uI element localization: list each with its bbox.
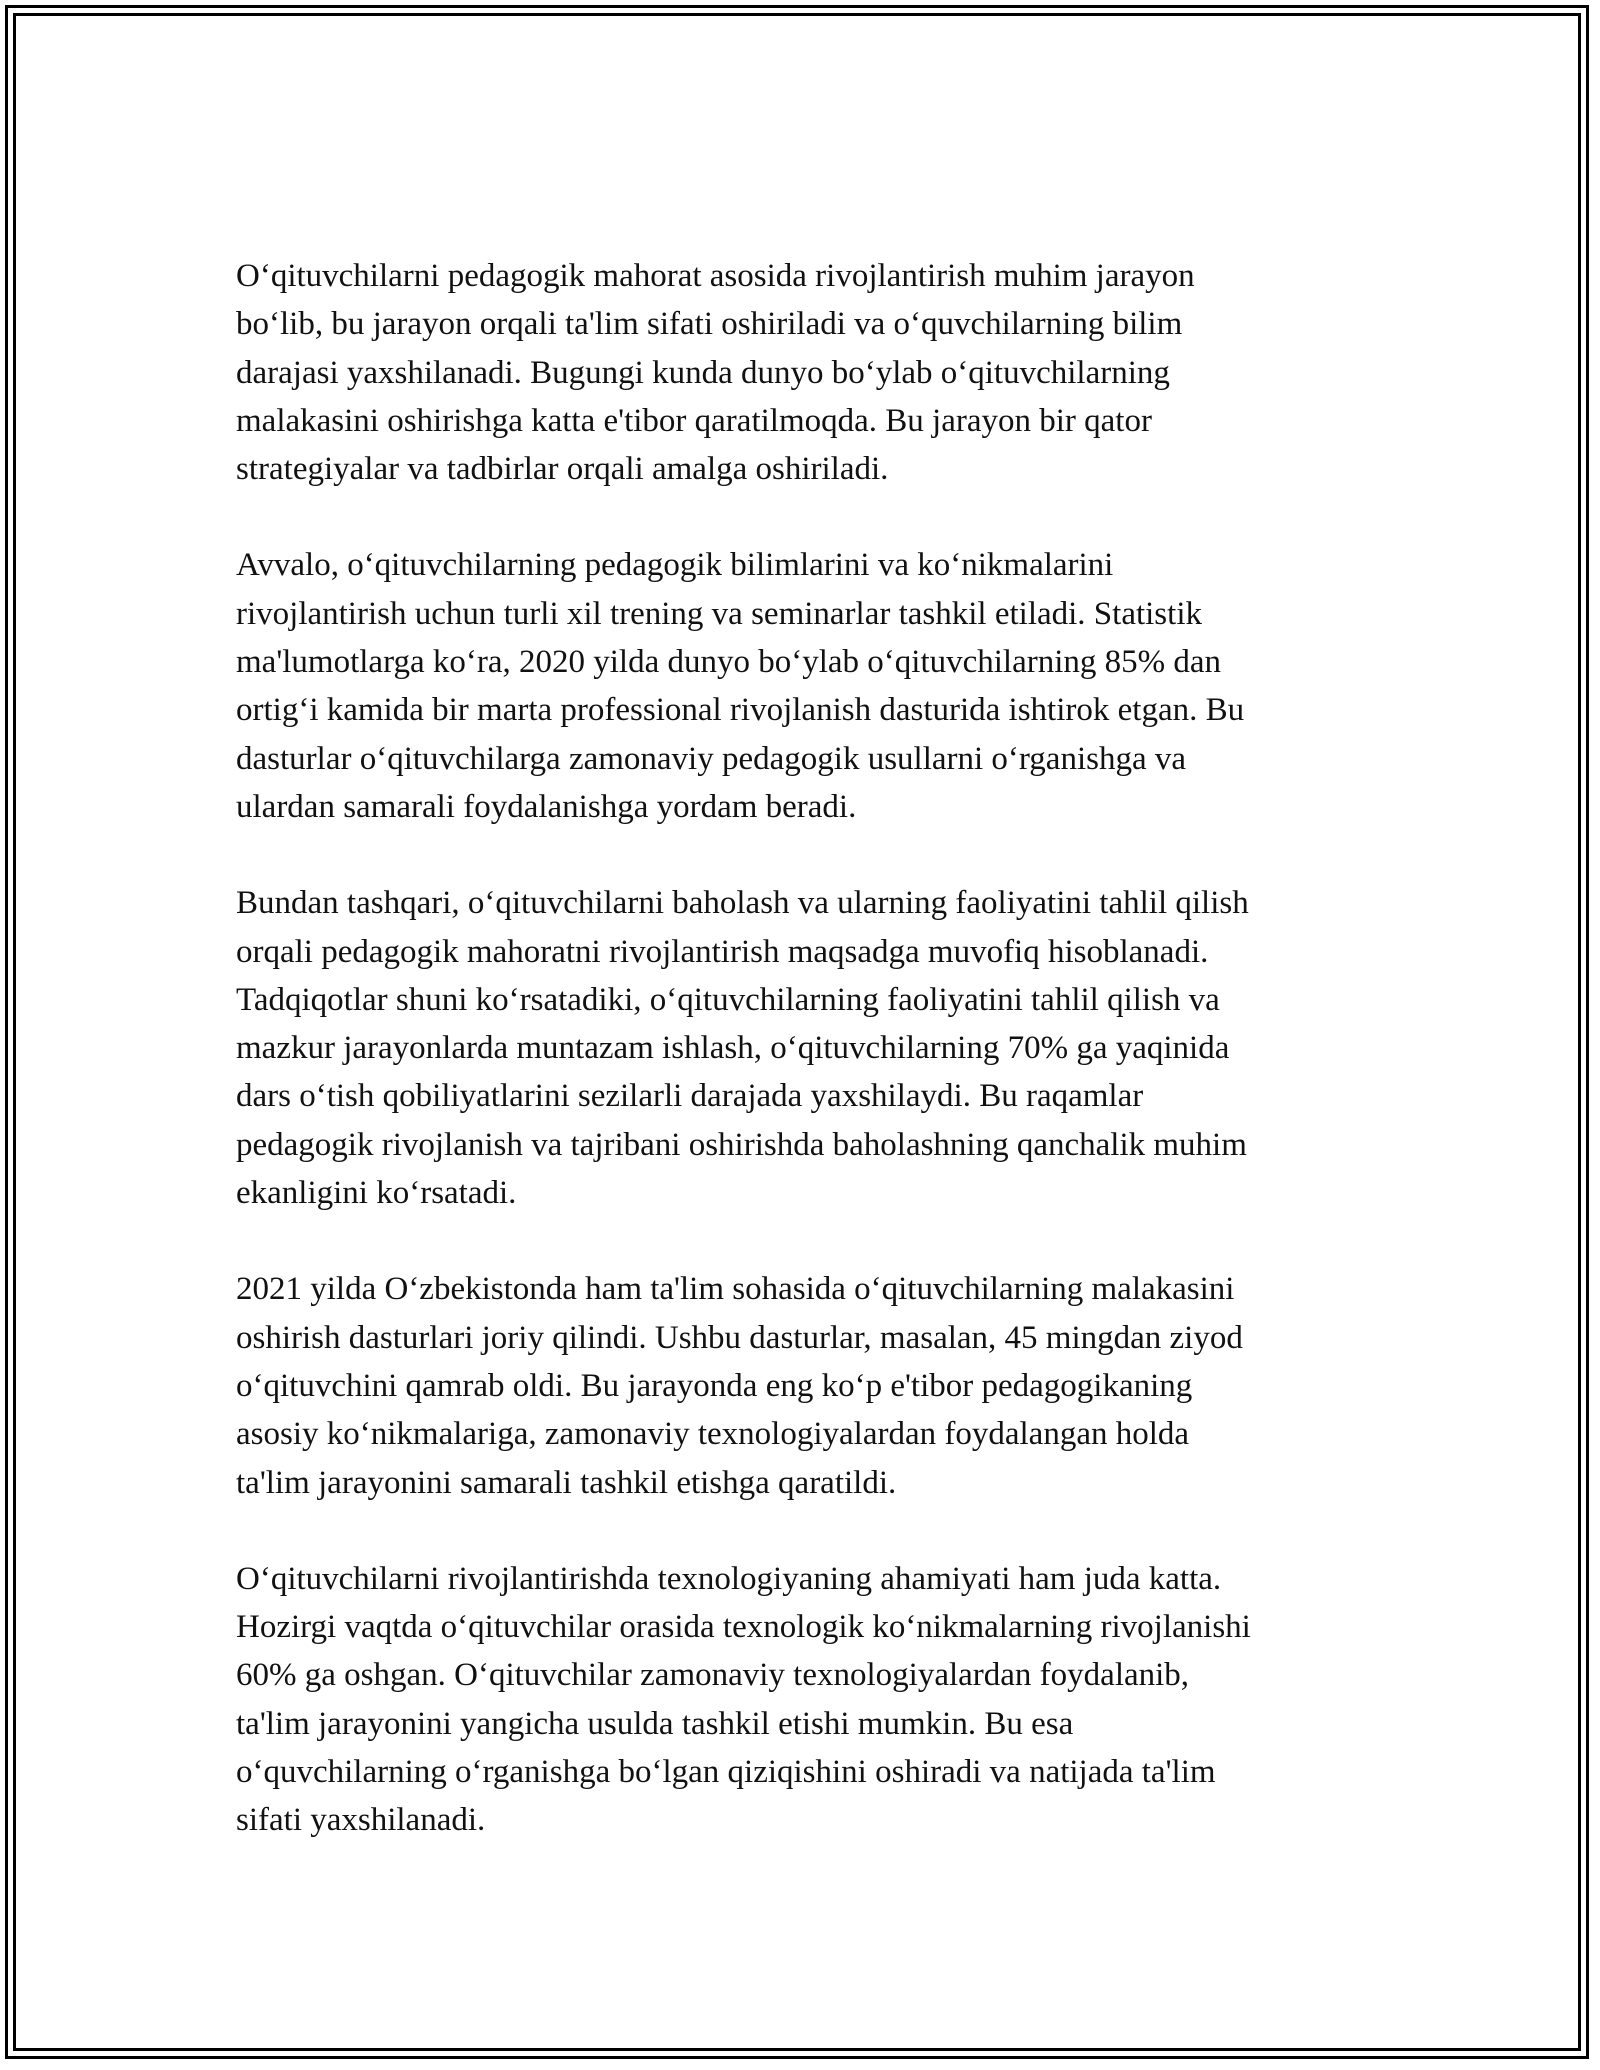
paragraph-1: Oʻqituvchilarni pedagogik mahorat asosida rivojlantirish muhim jarayon boʻlib, bu jarayon orqali ta'lim sifati oshiriladi va oʻquvchilarning bilim darajasi yaxshilanadi. Bugungi kunda dunyo boʻylab oʻqituvchilarning malakasini oshirishga katta e'tibor qaratilmoqda. Bu jarayon bir qator strategiyalar va tadbirlar orqali amalga oshiriladi. xyxy=(236,258,1195,488)
paragraph-3: Bundan tashqari, oʻqituvchilarni baholash va ularning faoliyatini tahlil qilish orqali pedagogik mahoratni rivojlantirish maqsadga muvofiq hisoblanadi. Tadqiqotlar shuni koʻrsatadiki, oʻqituvchilarning faoliyatini tahlil qilish va mazkur jarayonlarda muntazam ishlash, oʻqituvchilarning 70% ga yaqinida dars oʻtish qobiliyatlarini sezilarli darajada yaxshilaydi. Bu raqamlar pedagogik rivojlanish va tajribani oshirishda baholashning qanchalik muhim ekanligini koʻrsatadi. xyxy=(236,885,1249,1212)
paragraph-2: Avvalo, oʻqituvchilarning pedagogik bilimlarini va koʻnikmalarini rivojlantirish uchun turli xil trening va seminarlar tashkil etiladi. Statistik ma'lumotlarga koʻra, 2020 yilda dunyo boʻylab oʻqituvchilarning 85% dan ortigʻi kamida bir marta professional rivojlanish dasturida ishtirok etgan. Bu dasturlar oʻqituvchilarga zamonaviy pedagogik usullarni oʻrganishga va ulardan samarali foydalanishga yordam beradi. xyxy=(236,547,1245,825)
paragraph-4: 2021 yilda Oʻzbekistonda ham ta'lim sohasida oʻqituvchilarning malakasini oshirish dasturlari joriy qilindi. Ushbu dasturlar, masalan, 45 mingdan ziyod oʻqituvchini qamrab oldi. Bu jarayonda eng koʻp e'tibor pedagogikaning asosiy koʻnikmalariga, zamonaviy texnologiyalardan foydalangan holda ta'lim jarayonini samarali tashkil etishga qaratildi. xyxy=(236,1271,1243,1501)
document-body xyxy=(236,252,1371,1845)
paragraph-5: Oʻqituvchilarni rivojlantirishda texnologiyaning ahamiyati ham juda katta. Hozirgi vaqtda oʻqituvchilar orasida texnologik koʻnikmalarning rivojlanishi 60% ga oshgan. Oʻqituvchilar zamonaviy texnologiyalardan foydalanib, ta'lim jarayonini yangicha usulda tashkil etishi mumkin. Bu esa oʻquvchilarning oʻrganishga boʻlgan qiziqishini oshiradi va natijada ta'lim sifati yaxshilanadi. xyxy=(236,1560,1251,1839)
